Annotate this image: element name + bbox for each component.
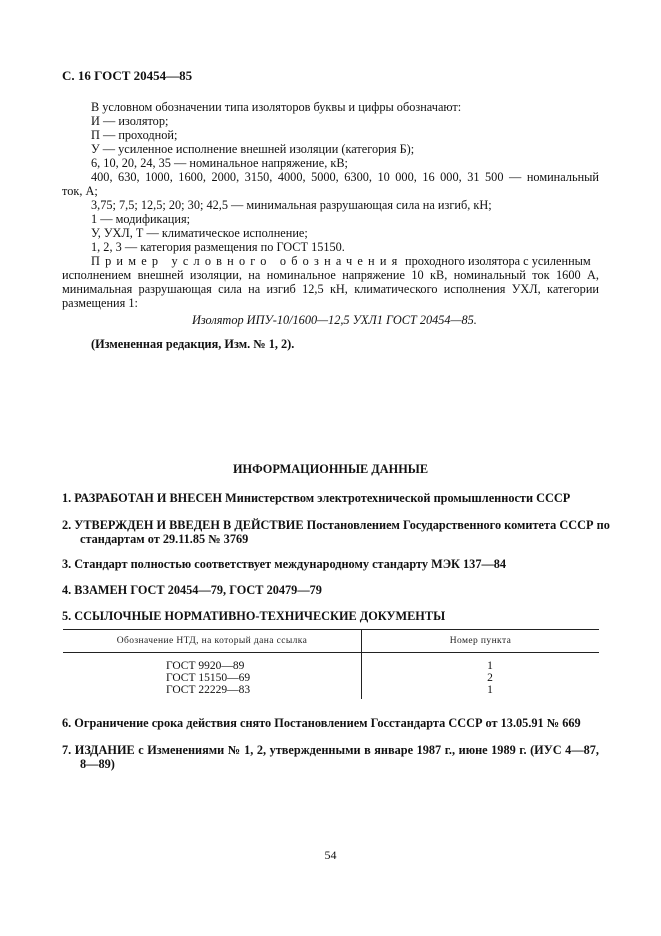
designation-item: 6, 10, 20, 24, 35 — номинальное напряжение, кВ; [91,156,348,170]
example-formula: Изолятор ИПУ-10/1600—12,5 УХЛ1 ГОСТ 20454—85. [192,313,477,327]
designation-item: 1, 2, 3 — категория размещения по ГОСТ 15150. [91,240,345,254]
table-top-rule [63,629,599,630]
info-item-6: 6. Ограничение срока действия снято Постановлением Госстандарта СССР от 13.05.91 № 669 [62,716,581,730]
table-header-doc: Обозначение НТД, на который дана ссылка [116,636,308,646]
example-line: минимальная разрушающая сила на изгиб 12,5 кН, климатического исполнения УХЛ, категории [62,282,599,296]
table-cell-doc: ГОСТ 22229—83 [166,684,251,696]
page-header: С. 16 ГОСТ 20454—85 [62,68,193,83]
example-lead: Пример условного обозначения [91,254,403,268]
table-cell-item: 2 [487,672,493,684]
designation-item: И — изолятор; [91,114,169,128]
info-item-2-cont: стандартам от 29.11.85 № 3769 [80,532,249,546]
info-item-2: 2. УТВЕРЖДЕН И ВВЕДЕН В ДЕЙСТВИЕ Постановлением Государственного комитета СССР по [62,518,610,532]
info-title: ИНФОРМАЦИОННЫЕ ДАННЫЕ [232,462,429,476]
example-line: исполнением внешней изоляции, на номинальное напряжение 10 кВ, номинальный ток 1600 А, [62,268,599,282]
designation-item: 3,75; 7,5; 12,5; 20; 30; 42,5 — минимальная разрушающая сила на изгиб, кН; [91,198,492,212]
table-header-rule [63,652,599,653]
table-cell-doc: ГОСТ 9920—89 [166,660,245,672]
page-number: 54 [324,848,337,862]
designation-item: У — усиленное исполнение внешней изоляции (категория Б); [91,142,415,156]
designation-intro: В условном обозначении типа изоляторов буквы и цифры обозначают: [91,100,462,114]
table-header-item: Номер пункта [449,636,512,646]
info-item-1: 1. РАЗРАБОТАН И ВНЕСЕН Министерством электротехнической промышленности СССР [62,491,571,505]
amendment-note: (Измененная редакция, Изм. № 1, 2). [91,337,295,351]
designation-item: 400, 630, 1000, 1600, 2000, 3150, 4000, 5000, 6300, 10 000, 16 000, 31 500 — номинальный [91,170,599,184]
designation-item: 1 — модификация; [91,212,191,226]
example-rest: проходного изолятора с усиленным [405,254,591,268]
info-item-4: 4. ВЗАМЕН ГОСТ 20454—79, ГОСТ 20479—79 [62,583,322,597]
info-item-5: 5. ССЫЛОЧНЫЕ НОРМАТИВНО-ТЕХНИЧЕСКИЕ ДОКУМЕНТЫ [62,609,446,623]
info-item-7: 7. ИЗДАНИЕ с Изменениями № 1, 2, утвержденными в январе 1987 г., июне 1989 г. (ИУС 4—87, [62,743,599,757]
designation-item: У, УХЛ, Т — климатическое исполнение; [91,226,308,240]
table-cell-item: 1 [487,660,493,672]
info-item-7-cont: 8—89) [80,757,115,771]
designation-item: П — проходной; [91,128,178,142]
table-cell-doc: ГОСТ 15150—69 [166,672,251,684]
table-cell-item: 1 [487,684,493,696]
example-line: размещения 1: [62,296,138,310]
info-item-3: 3. Стандарт полностью соответствует международному стандарту МЭК 137—84 [62,557,507,571]
designation-item: ток, А; [62,184,98,198]
